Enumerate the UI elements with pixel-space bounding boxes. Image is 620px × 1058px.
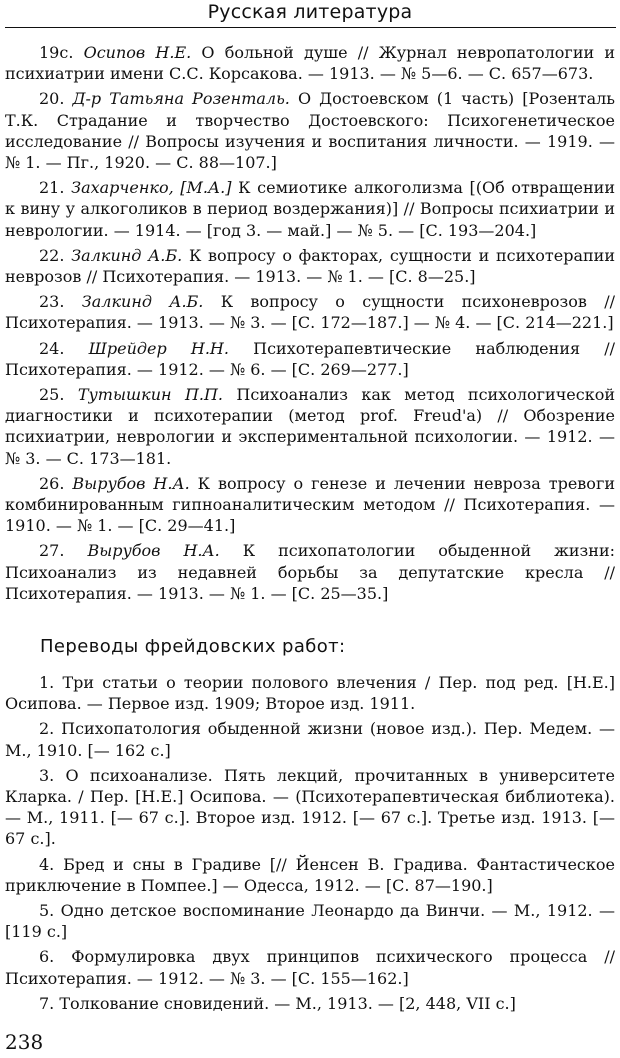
running-header-title: Русская литература <box>207 1 413 23</box>
entry-text: Психопатология обыденной жизни (новое изд.). Пер. Медем. — М., 1910. [— 162 с.] <box>5 719 615 760</box>
page-number: 238 <box>5 1030 44 1054</box>
translation-entry <box>5 854 615 896</box>
bibliography-list <box>5 42 615 608</box>
entry-author: Д-р Татьяна Розенталь. <box>72 89 290 109</box>
translation-entry <box>5 718 615 760</box>
bibliography-entry <box>5 177 615 241</box>
bibliography-entry <box>5 338 615 380</box>
entry-text: О психоанализе. Пять лекций, прочитанных в университете Кларка. / Пер. [Н.Е.] Осипова. — (Психотерапевтическая библиотека). — М., 1911. [— 67 с.]. Второе изд. 1912. [— 67 с.]. Третье изд. 1913. [— 67 с.]. <box>5 765 615 849</box>
entry-text: К вопросу о факторах, сущности и психотерапии неврозов // Психотерапия. — 1913. — № 1. — [С. 8—25.] <box>5 245 616 287</box>
bibliography-entry <box>5 88 615 173</box>
translation-entry <box>5 946 615 988</box>
entry-text: К вопросу о сущности психоневрозов // Психотерапия. — 1913. — № 3. — [С. 172—187.] — № 4. — [С. 214—221.] <box>5 292 616 333</box>
entry-number: 7. <box>39 993 55 1013</box>
bibliography-entry <box>5 473 615 537</box>
entry-number: 1. <box>39 673 55 692</box>
entry-text: К психопатологии обыденной жизни: Психоанализ из недавней борьбы за депутатские кресла // Психотерапия. — 1913. — № 1. — [С. 25—35.] <box>5 541 615 603</box>
section-heading: Переводы фрейдовских работ: <box>40 636 346 657</box>
entry-text: Бред и сны в Градиве [// Йенсен В. Градива. Фантастическое приключение в Помпее.] — Одесса, 1912. — [С. 87—190.] <box>5 854 615 895</box>
entry-text: О Достоевском (1 часть) [Розенталь Т.К. Страдание и творчество Достоевского: Психогенетическое исследование // Вопросы изучения и воспитания личности. — 1919. — № 1. — Пг., 1920. — С. 88—107.] <box>5 89 615 173</box>
translations-list <box>5 672 615 1018</box>
entry-number: 21. <box>39 178 65 198</box>
entry-number: 6. <box>39 947 55 967</box>
header-rule <box>5 27 616 28</box>
entry-number: 4. <box>39 854 55 874</box>
entry-number: 19с. <box>39 43 74 62</box>
entry-author: Вырубов Н.А. <box>87 541 220 561</box>
entry-number: 26. <box>39 473 65 493</box>
entry-text: Формулировка двух принципов психического процесса // Психотерапия. — 1912. — № 3. — [С. 155—162.] <box>5 947 615 988</box>
entry-text: К семиотике алкоголизма [(Об отвращении к вину у алкоголиков в период воздержания)] // Вопросы психиатрии и неврологии. — 1914. — [год 3. — май.] — № 5. — [С. 193—204.] <box>5 178 615 240</box>
bibliography-entry <box>5 384 615 469</box>
entry-author: Вырубов Н.А. <box>72 473 190 493</box>
translation-entry <box>5 993 615 1014</box>
entry-author: Шрейдер Н.Н. <box>88 338 229 358</box>
entry-author: Осипов Н.Е. <box>83 43 192 62</box>
translation-entry <box>5 672 615 714</box>
entry-text: К вопросу о генезе и лечении невроза тревоги комбинированным гипноаналитическим методом // Психотерапия. — 1910. — № 1. — [С. 29—41.] <box>5 473 615 536</box>
translation-entry <box>5 900 615 942</box>
entry-number: 23. <box>39 292 65 312</box>
entry-number: 3. <box>39 765 55 785</box>
entry-text: О больной душе // Журнал невропатологии и психиатрии имени С.С. Корсакова. — 1913. — № 5—6. — С. 657—673. <box>5 43 615 84</box>
entry-text: Одно детское воспоминание Леонардо да Винчи. — М., 1912. — [119 с.] <box>5 901 615 942</box>
entry-number: 5. <box>39 901 55 921</box>
entry-text: Три статьи о теории полового влечения / Пер. под ред. [Н.Е.] Осипова. — Первое изд. 1909; Второе изд. 1911. <box>5 673 615 714</box>
entry-author: Залкинд А.Б. <box>71 245 183 265</box>
entry-number: 20. <box>39 89 65 109</box>
entry-number: 24. <box>39 338 65 358</box>
bibliography-entry <box>5 291 615 333</box>
entry-author: Залкинд А.Б. <box>81 292 204 312</box>
entry-author: Захарченко, [М.А.] <box>71 178 232 198</box>
entry-text: Психоанализ как метод психологической диагностики и психотерапии (метод prof. Freud'a) // Обозрение психиатрии, неврологии и экспериментальной психологии. — 1912. — № 3. — С. 173—181. <box>5 385 615 468</box>
running-header <box>0 0 620 28</box>
bibliography-entry <box>5 540 615 604</box>
entry-author: Тутышкин П.П. <box>77 385 224 405</box>
entry-number: 27. <box>39 541 65 561</box>
entry-number: 25. <box>39 385 65 405</box>
bibliography-entry <box>5 42 615 84</box>
entry-number: 22. <box>39 245 65 265</box>
entry-text: Толкование сновидений. — М., 1913. — [2, 448, VII с.] <box>59 993 516 1013</box>
translation-entry <box>5 765 615 850</box>
bibliography-entry <box>5 245 615 287</box>
entry-number: 2. <box>39 719 55 739</box>
entry-text: Психотерапевтические наблюдения // Психотерапия. — 1912. — № 6. — [С. 269—277.] <box>5 338 616 379</box>
